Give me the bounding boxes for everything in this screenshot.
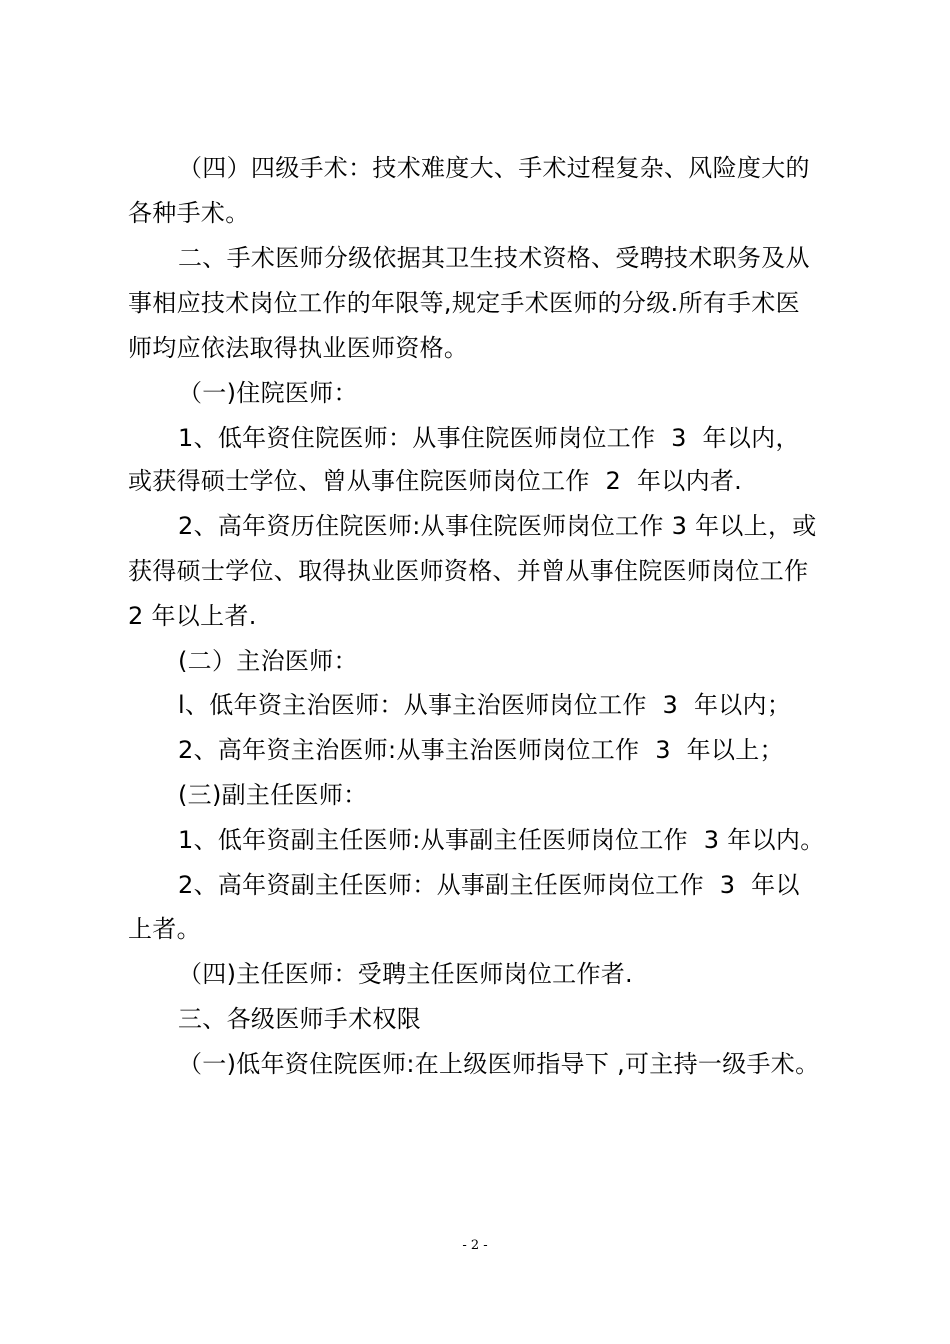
text-line: 1、低年资副主任医师:从事副主任医师岗位工作 3 年以内。 xyxy=(178,826,825,854)
text-line: 或获得硕士学位、曾从事住院医师岗位工作 2 年以内者. xyxy=(128,467,743,495)
text-line: 获得硕士学位、取得执业医师资格、并曾从事住院医师岗位工作 xyxy=(128,557,809,585)
text-line: (三)副主任医师： xyxy=(178,781,368,809)
text-line: l、低年资主治医师：从事主治医师岗位工作 3 年以内； xyxy=(178,691,792,719)
text-line: 二、手术医师分级依据其卫生技术资格、受聘技术职务及从 xyxy=(178,244,810,272)
text-line: 上者。 xyxy=(128,915,201,943)
text-line: （四)主任医师：受聘主任医师岗位工作者. xyxy=(178,960,633,988)
text-line: （一)低年资住院医师:在上级医师指导下 ,可主持一级手术。 xyxy=(178,1050,820,1078)
text-line: 师均应依法取得执业医师资格。 xyxy=(128,334,469,362)
text-line: 1、低年资住院医师：从事住院医师岗位工作 3 年以内， xyxy=(178,424,800,452)
text-line: 三、各级医师手术权限 xyxy=(178,1005,421,1033)
text-line: 2、高年资主治医师:从事主治医师岗位工作 3 年以上； xyxy=(178,736,784,764)
text-line: （一)住院医师： xyxy=(178,379,358,407)
text-line: 2 年以上者. xyxy=(128,602,257,630)
text-line: (二）主治医师： xyxy=(178,647,358,675)
page-number: - 2 - xyxy=(462,1238,488,1253)
text-line: 2、高年资副主任医师：从事副主任医师岗位工作 3 年以 xyxy=(178,871,800,899)
text-line: 各种手术。 xyxy=(128,199,250,227)
text-line: 2、高年资历住院医师:从事住院医师岗位工作 3 年以上，或 xyxy=(178,512,817,540)
text-line: （四）四级手术：技术难度大、手术过程复杂、风险度大的 xyxy=(178,154,810,182)
text-line: 事相应技术岗位工作的年限等,规定手术医师的分级.所有手术医 xyxy=(128,289,800,317)
